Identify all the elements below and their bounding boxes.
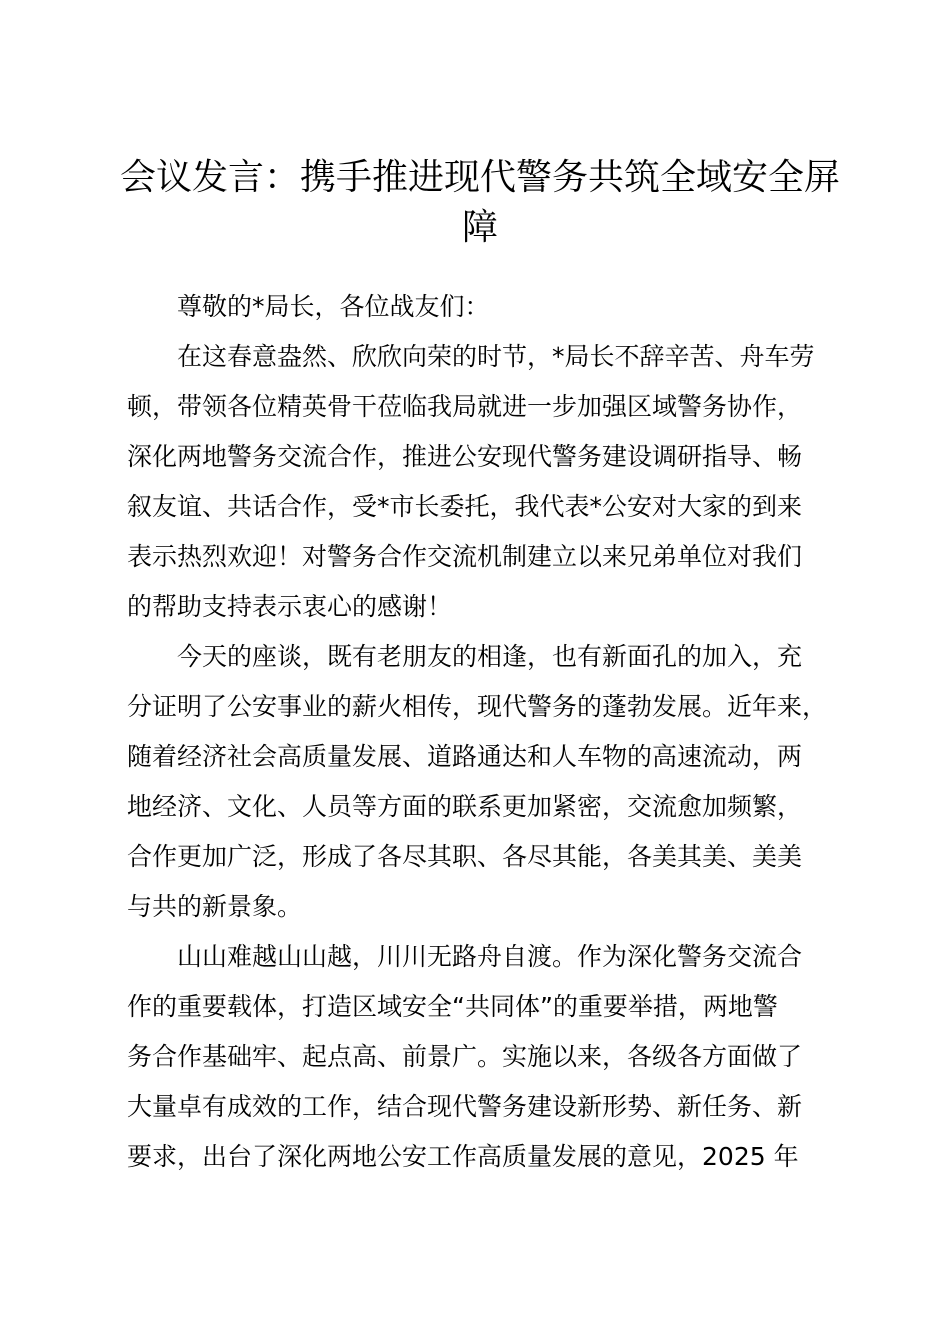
salutation-paragraph: [127, 282, 833, 332]
paragraph-line: 大量卓有成效的工作，结合现代警务建设新形势、新任务、新: [127, 1092, 803, 1121]
document-title: [110, 152, 850, 252]
paragraph-line: 顿，带领各位精英骨干莅临我局就进一步加强区域警务协作，: [127, 392, 803, 421]
paragraph-line: 尊敬的*局长，各位战友们：: [177, 292, 490, 321]
paragraph-line: 要求，出台了深化两地公安工作高质量发展的意见，2025 年: [127, 1142, 799, 1171]
paragraph-line: 作的重要载体，打造区域安全“共同体”的重要举措，两地警: [127, 992, 778, 1021]
paragraph-line: 随着经济社会高质量发展、道路通达和人车物的高速流动，两: [127, 742, 803, 771]
paragraph-line: 山山难越山山越，川川无路舟自渡。作为深化警务交流合: [177, 942, 803, 971]
development-paragraph: [127, 632, 833, 932]
title-line: 会议发言：携手推进现代警务共筑全域安全屏: [119, 157, 840, 198]
paragraph-line: 的帮助支持表示衷心的感谢！: [127, 592, 453, 621]
cooperation-paragraph: [127, 932, 833, 1182]
paragraph-line: 分证明了公安事业的薪火相传，现代警务的蓬勃发展。近年来，: [127, 692, 828, 721]
welcome-paragraph: [127, 332, 833, 632]
paragraph-line: 叙友谊、共话合作，受*市长委托，我代表*公安对大家的到来: [127, 492, 803, 521]
paragraph-line: 表示热烈欢迎！对警务合作交流机制建立以来兄弟单位对我们: [127, 542, 803, 571]
paragraph-line: 今天的座谈，既有老朋友的相逢，也有新面孔的加入，充: [177, 642, 803, 671]
paragraph-line: 务合作基础牢、起点高、前景广。实施以来，各级各方面做了: [127, 1042, 803, 1071]
paragraph-line: 在这春意盎然、欣欣向荣的时节，*局长不辞辛苦、舟车劳: [177, 342, 815, 371]
paragraph-line: 深化两地警务交流合作，推进公安现代警务建设调研指导、畅: [127, 442, 803, 471]
paragraph-line: 地经济、文化、人员等方面的联系更加紧密，交流愈加频繁，: [127, 792, 803, 821]
paragraph-line: 合作更加广泛，形成了各尽其职、各尽其能，各美其美、美美: [127, 842, 803, 871]
paragraph-line: 与共的新景象。: [127, 892, 303, 921]
title-line: 障: [461, 207, 498, 248]
document-body: [127, 282, 833, 1182]
